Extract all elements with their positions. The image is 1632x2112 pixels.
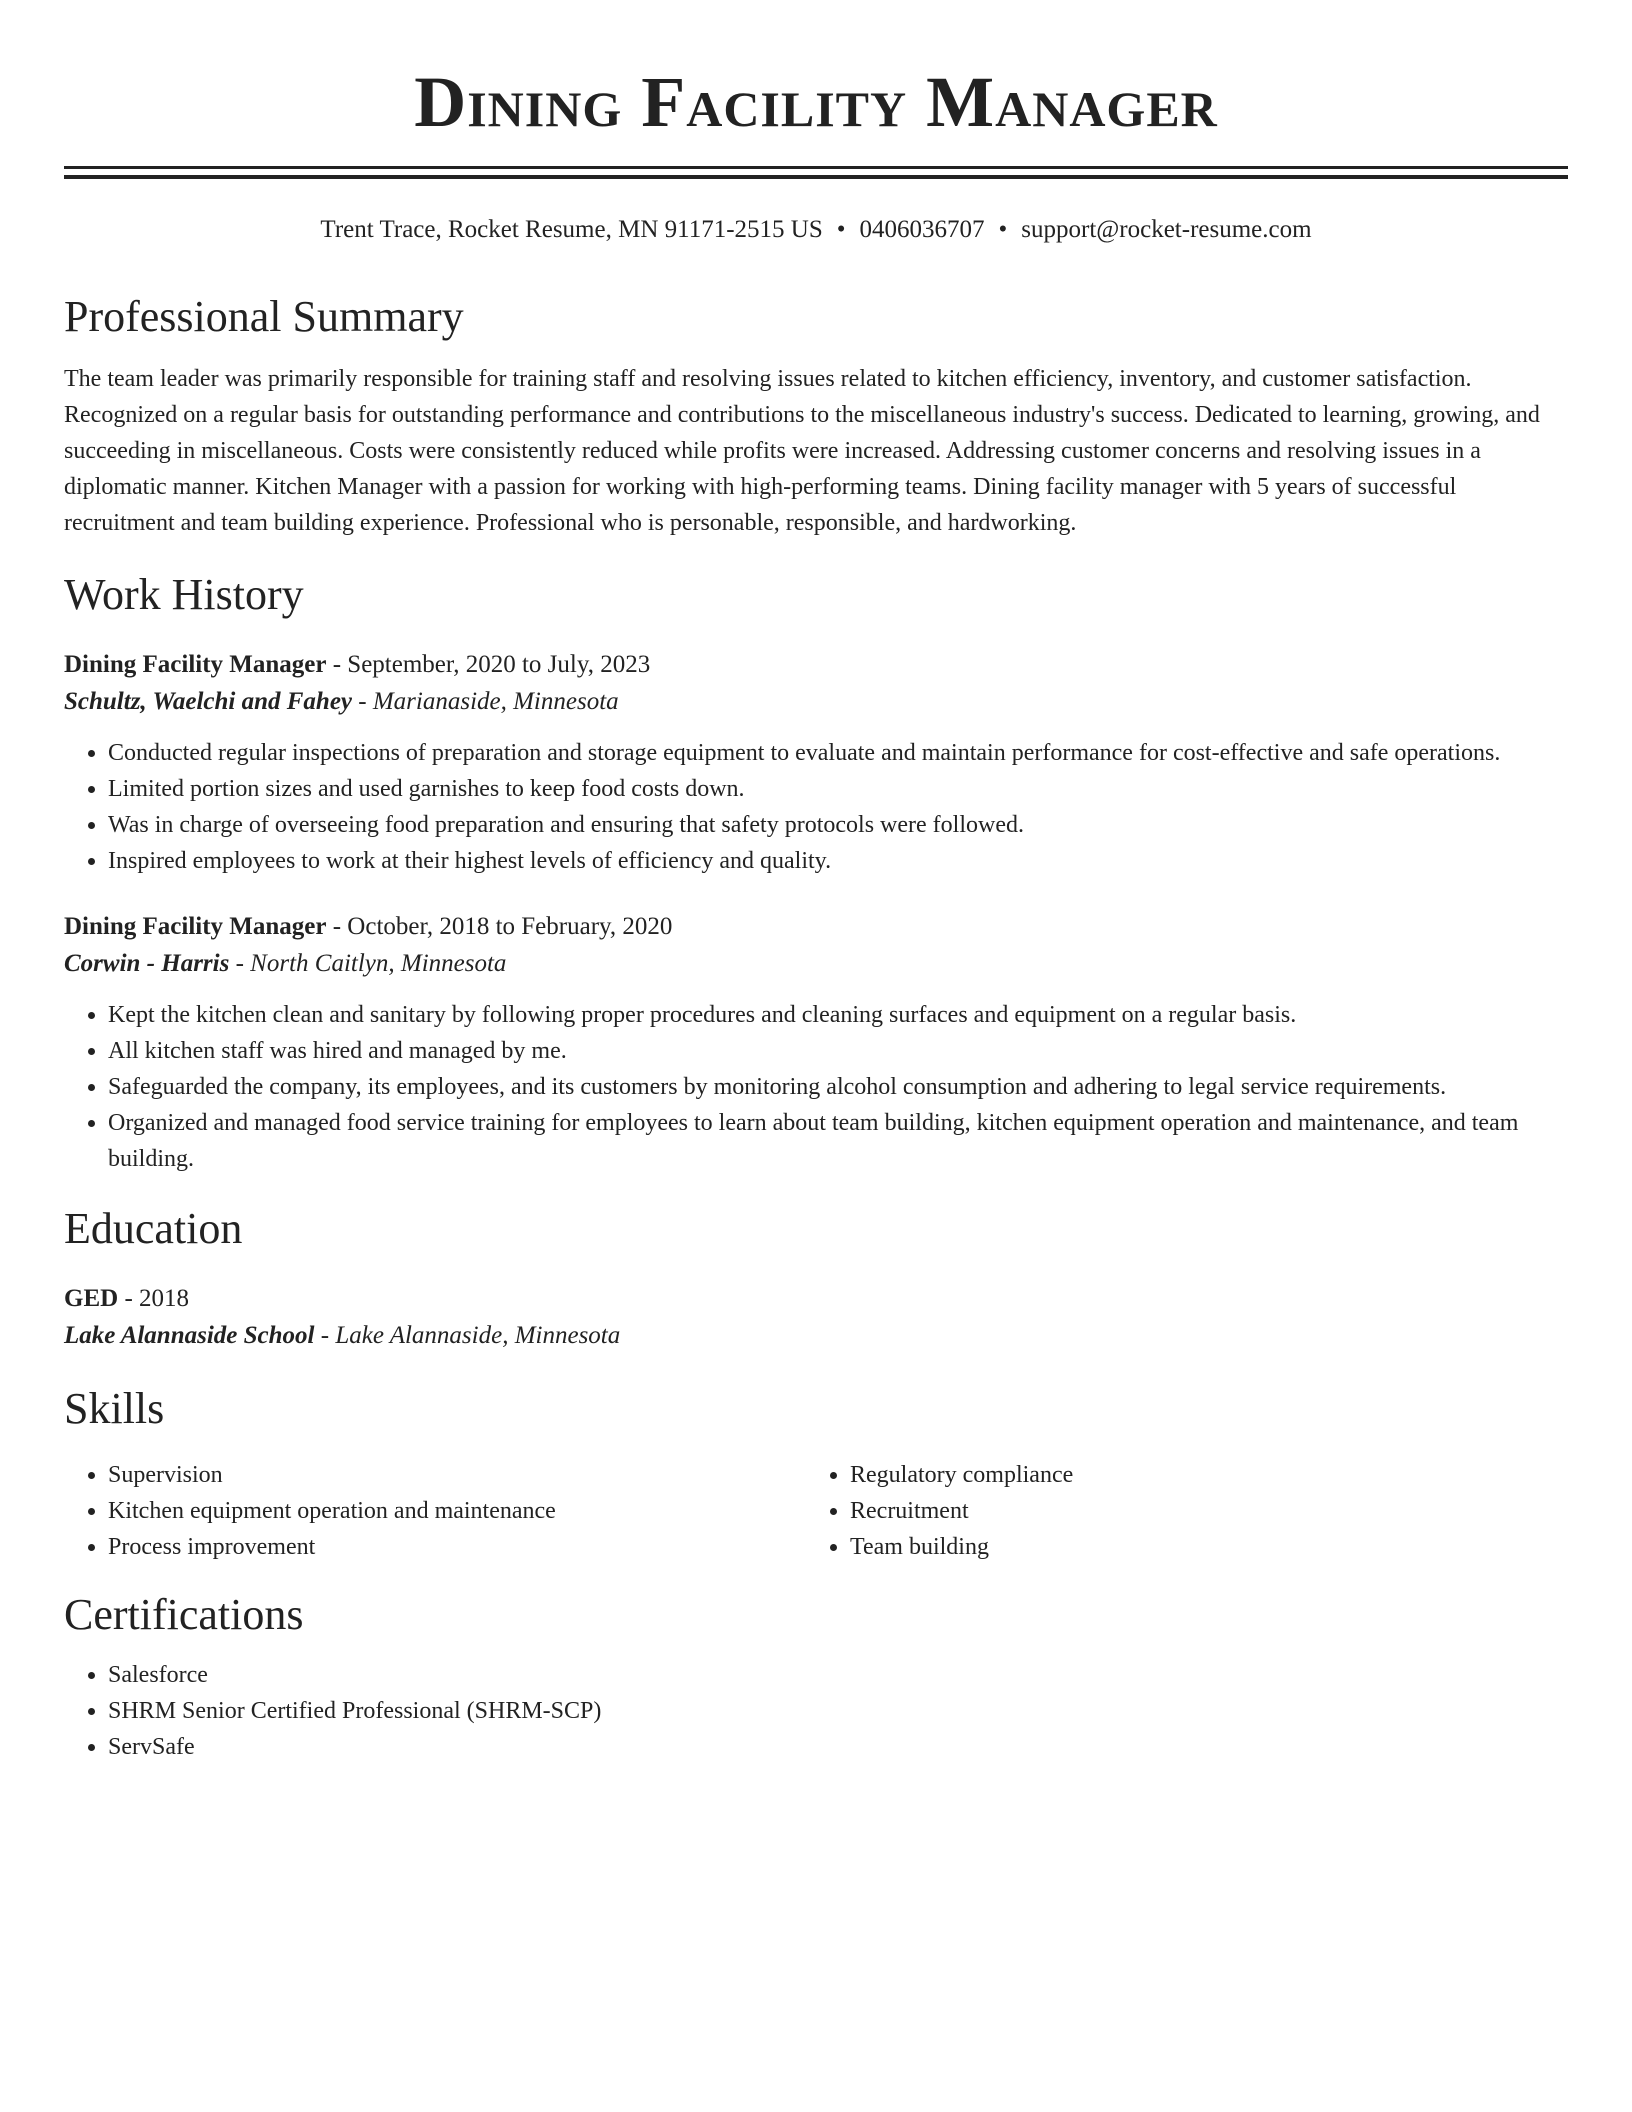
job-company: Corwin - Harris — [64, 950, 230, 977]
list-item: • Process improvement — [108, 1529, 806, 1565]
job-title: Dining Facility Manager — [64, 651, 327, 678]
skills-list-right — [806, 1457, 1548, 1565]
job-location: - North Caitlyn, Minnesota — [229, 950, 507, 977]
skills-heading: Skills — [64, 1384, 165, 1433]
job-entry — [64, 909, 1568, 1177]
skills-column-right — [806, 1457, 1548, 1565]
job-dates: - October, 2018 to February, 2020 — [326, 913, 673, 940]
job-bullets — [64, 735, 1568, 879]
summary-text: The team leader was primarily responsible for training staff and resolving issues related to kitchen efficiency, inventory, and customer satisfaction. Recognized on a regular basis for outstanding performance and contributions to the miscellaneous industry's success. Dedicated to learning, growing, and succeeding in miscellaneous. Costs were consistently reduced while profits were increased. Addressing customer concerns and resolving issues in a diplomatic manner. Kitchen Manager with a passion for working with high-performing teams. Dining facility manager with 5 years of successful recruitment and team building experience. Professional who is personable, responsible, and hardworking. — [64, 366, 1540, 536]
job-title: Dining Facility Manager — [64, 913, 327, 940]
contact-phone: 0406036707 — [859, 216, 985, 243]
list-item: • Was in charge of overseeing food preparation and ensuring that safety protocols were followed. — [108, 807, 1568, 843]
list-item: • ServSafe — [108, 1729, 1568, 1765]
list-item: • All kitchen staff was hired and managed by me. — [108, 1033, 1568, 1069]
school-line — [64, 1317, 1568, 1355]
job-company-line — [64, 945, 1568, 983]
contact-line — [64, 213, 1568, 247]
contact-address: Trent Trace, Rocket Resume, MN 91171-2515 US — [320, 216, 823, 243]
school-location: - Lake Alannaside, Minnesota — [314, 1322, 621, 1349]
skills-column-left — [64, 1457, 806, 1565]
list-item: • Salesforce — [108, 1657, 1568, 1693]
job-title-line — [64, 909, 1568, 945]
degree: GED — [64, 1285, 119, 1312]
list-item: • SHRM Senior Certified Professional (SHRM-SCP) — [108, 1693, 1568, 1729]
school-name: Lake Alannaside School — [64, 1322, 315, 1349]
work-history-heading: Work History — [64, 570, 304, 619]
list-item: • Recruitment — [850, 1493, 1548, 1529]
list-item: • Limited portion sizes and used garnishes to keep food costs down. — [108, 771, 1568, 807]
title-divider-top — [64, 166, 1568, 169]
job-company-line — [64, 683, 1568, 721]
list-item: • Kept the kitchen clean and sanitary by following proper procedures and cleaning surfaces and equipment on a regular basis. — [108, 997, 1568, 1033]
job-company: Schultz, Waelchi and Fahey — [64, 688, 353, 715]
contact-separator: • — [998, 216, 1008, 243]
degree-line — [64, 1281, 1568, 1317]
list-item: • Conducted regular inspections of preparation and storage equipment to evaluate and maintain performance for cost-effective and safe operations. — [108, 735, 1568, 771]
contact-email: support@rocket-resume.com — [1021, 216, 1312, 243]
list-item: • Regulatory compliance — [850, 1457, 1548, 1493]
education-heading: Education — [64, 1204, 243, 1253]
job-bullets — [64, 997, 1568, 1177]
resume-title: Dining Facility Manager — [414, 62, 1218, 142]
skills-grid — [64, 1457, 1568, 1565]
contact-separator: • — [836, 216, 846, 243]
job-title-line — [64, 647, 1568, 683]
certifications-heading: Certifications — [64, 1590, 304, 1639]
list-item: • Organized and managed food service training for employees to learn about team building, kitchen equipment operation and maintenance, and team building. — [108, 1105, 1568, 1177]
list-item: • Safeguarded the company, its employees, and its customers by monitoring alcohol consumption and adhering to legal service requirements. — [108, 1069, 1568, 1105]
job-location: - Marianaside, Minnesota — [352, 688, 619, 715]
title-divider-bottom — [64, 175, 1568, 179]
certifications-list — [64, 1657, 1568, 1765]
list-item: • Team building — [850, 1529, 1548, 1565]
education-entry — [64, 1281, 1568, 1355]
summary-heading: Professional Summary — [64, 292, 464, 341]
list-item: • Inspired employees to work at their highest levels of efficiency and quality. — [108, 843, 1568, 879]
job-dates: - September, 2020 to July, 2023 — [326, 651, 651, 678]
degree-year: - 2018 — [118, 1285, 190, 1312]
job-entry — [64, 647, 1568, 879]
skills-list-left — [64, 1457, 806, 1565]
list-item: • Supervision — [108, 1457, 806, 1493]
list-item: • Kitchen equipment operation and maintenance — [108, 1493, 806, 1529]
